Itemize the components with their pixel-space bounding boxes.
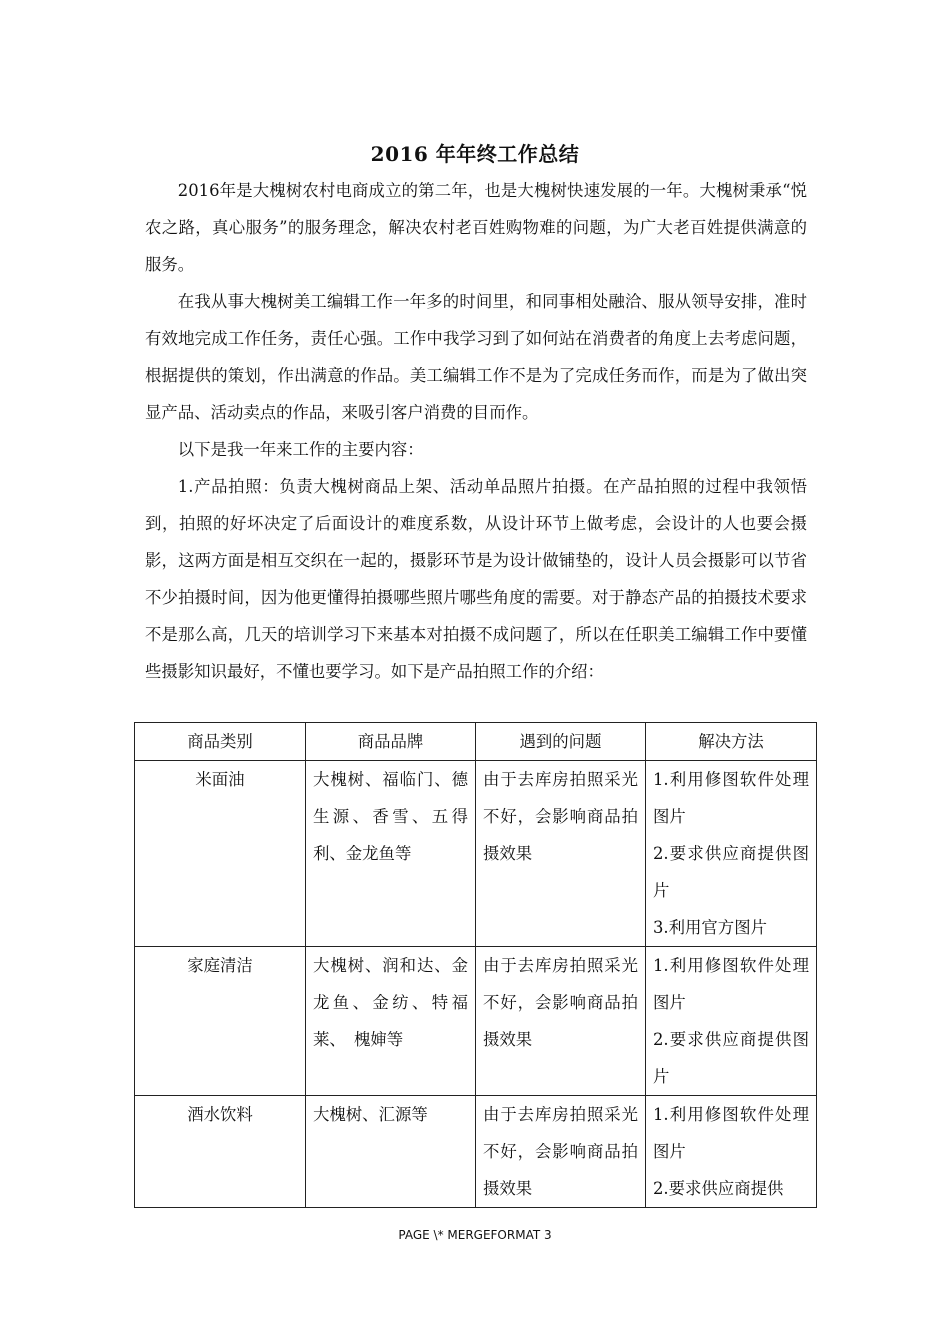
solution-item: 2.要求供应商提供: [653, 1179, 784, 1198]
paragraph-list-intro: 以下是我一年来工作的主要内容：: [177, 440, 424, 459]
cell-problem: 由于去库房拍照采光不好，会影响商品拍摄效果: [476, 947, 646, 1096]
table-header-row: [135, 723, 817, 761]
cell-category: 酒水饮料: [135, 1096, 306, 1208]
cell-solutions: [646, 761, 817, 947]
page-footer: PAGE \* MERGEFORMAT 3: [398, 1228, 552, 1242]
table-row: [135, 761, 817, 947]
paragraph-intro: 2016年是大槐树农村电商成立的第二年，也是大槐树快速发展的一年。大槐树秉承“悦农之路，真心服务”的服务理念，解决农村老百姓购物难的问题，为广大老百姓提供满意的服务。: [145, 181, 807, 274]
document-body: [145, 172, 807, 690]
cell-brands: 大槐树、润和达、金龙鱼、金纺、特福莱、 槐婶等: [306, 947, 476, 1096]
solution-item: 2.要求供应商提供图片: [653, 1030, 809, 1086]
cell-brands: 大槐树、福临门、德生源、香雪、五得利、金龙鱼等: [306, 761, 476, 947]
solution-item: 1.利用修图软件处理图片: [653, 1105, 809, 1161]
cell-category: 米面油: [135, 761, 306, 947]
cell-problem: 由于去库房拍照采光不好，会影响商品拍摄效果: [476, 761, 646, 947]
paragraph-work-summary: 在我从事大槐树美工编辑工作一年多的时间里，和同事相处融洽、服从领导安排，准时有效地完成工作任务，责任心强。工作中我学习到了如何站在消费者的角度上去考虑问题，根据提供的策划，作出满意的作品。美工编辑工作不是为了完成任务而作，而是为了做出突显产品、活动卖点的作品，来吸引客户消费的目而作。: [145, 292, 807, 422]
cell-solutions: [646, 1096, 817, 1208]
header-problem: 遇到的问题: [476, 723, 646, 761]
document-title: 2016 年年终工作总结: [370, 142, 580, 166]
product-photo-table: [134, 722, 817, 1208]
solution-item: 1.利用修图软件处理图片: [653, 770, 809, 826]
header-brand: 商品品牌: [306, 723, 476, 761]
cell-brands: 大槐树、汇源等: [306, 1096, 476, 1208]
cell-category: 家庭清洁: [135, 947, 306, 1096]
solution-item: 3.利用官方图片: [653, 918, 767, 937]
header-category: 商品类别: [135, 723, 306, 761]
cell-problem: 由于去库房拍照采光不好，会影响商品拍摄效果: [476, 1096, 646, 1208]
table-row: [135, 947, 817, 1096]
table-row: [135, 1096, 817, 1208]
header-solution: 解决方法: [646, 723, 817, 761]
paragraph-photography: 1.产品拍照：负责大槐树商品上架、活动单品照片拍摄。在产品拍照的过程中我领悟到，拍照的好坏决定了后面设计的难度系数，从设计环节上做考虑，会设计的人也要会摄影，这两方面是相互交织在一起的，摄影环节是为设计做铺垫的，设计人员会摄影可以节省不少拍摄时间，因为他更懂得拍摄哪些照片哪些角度的需要。对于静态产品的拍摄技术要求不是那么高，几天的培训学习下来基本对拍摄不成问题了，所以在任职美工编辑工作中要懂些摄影知识最好，不懂也要学习。如下是产品拍照工作的介绍：: [145, 477, 807, 681]
cell-solutions: [646, 947, 817, 1096]
solution-item: 2.要求供应商提供图片: [653, 844, 809, 900]
solution-item: 1.利用修图软件处理图片: [653, 956, 809, 1012]
